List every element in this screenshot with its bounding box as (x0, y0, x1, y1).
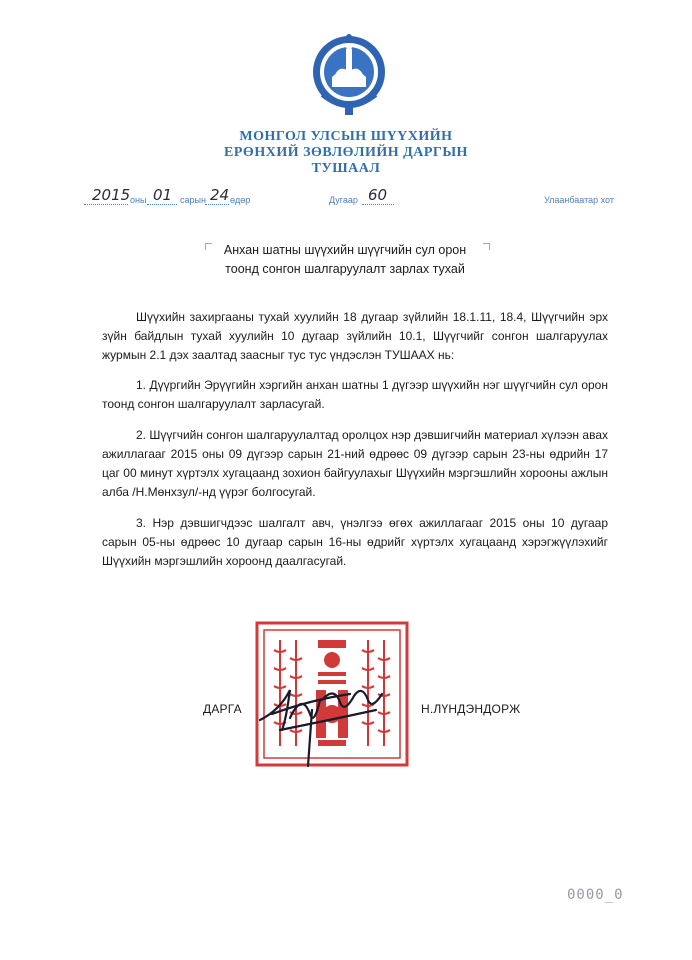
city-label: Улаанбаатар хот (544, 195, 614, 205)
header-line-1: МОНГОЛ УЛСЫН ШҮҮХИЙН (239, 129, 453, 144)
header-line-2: ЕРӨНХИЙ ЗӨВЛӨЛИЙН ДАРГЫН (224, 145, 468, 160)
signatory-title: ДАРГА (203, 702, 242, 716)
order-item-2 (102, 426, 608, 502)
date-day: 24 (210, 186, 230, 204)
date-month: 01 (153, 186, 173, 204)
preamble-paragraph (102, 308, 608, 365)
number-underline (362, 203, 394, 205)
state-emblem-icon (310, 33, 388, 119)
subject-line-1: Анхан шатны шүүхийн шүүгчийн сул орон (223, 243, 467, 257)
year-label: оны (130, 195, 147, 205)
order-item-1-text: 1. Дүүргийн Эрүүгийн хэргийн анхан шатны 1 дүгээр шүүхийн нэг шүүгчийн сул орон тоонд сонгон шалгаруулалт зарласугай. (102, 378, 608, 411)
header-line-3: ТУШААЛ (311, 161, 381, 176)
day-underline (205, 203, 229, 205)
order-item-3 (102, 514, 608, 571)
preamble-text: Шүүхийн захиргааны тухай хуулийн 18 дугаар зүйлийн 18.1.11, 18.4, Шүүгчийн эрх зүйн байдлын тухай хуулийн 10 дугаар зүйлийн 10.1, Шүүгчийг сонгон шалгаруулах журмын 2.1 дэх заалтад заасныг тус тус үндэслэн ТУШААХ нь: (102, 310, 608, 362)
order-item-2-text: 2. Шүүгчийн сонгон шалгаруулалтад оролцох нэр дэвшигчийн материал хүлээн авах ажиллагааг 2015 оны 09 дүгээр сарын 21-ний өдрөөс 09 дүгээр сарын 23-ны өдрийн 17 цаг 00 минут хүртэлх хугацаанд зохион байгуулахыг Шүүхийн мэргэшлийн хорооны ажлын алба /Н.Мөнхзул/-нд үүрэг болгосугай. (102, 428, 608, 499)
signatory-name: Н.ЛҮНДЭНДОРЖ (421, 702, 521, 716)
date-number-row (0, 186, 692, 210)
handwritten-signature (250, 670, 390, 780)
year-underline (84, 203, 128, 205)
order-item-1 (102, 376, 608, 414)
subject-line-2: тоонд сонгон шалгаруулалт зарлах тухай (225, 262, 465, 276)
month-underline (147, 203, 177, 205)
order-item-3-text: 3. Нэр дэвшигчдээс шалгалт авч, үнэлгээ өгөх ажиллагааг 2015 оны 10 дугаар сарын 05-ны өдрөөс 10 дугаар сарын 16-ны өдрийг хүртэлх хугацаанд хэрэгжүүлэхийг Шүүхийн мэргэшлийн хороонд даалгасугай. (102, 516, 608, 568)
document-number: 60 (368, 186, 388, 204)
month-label: сарын (180, 195, 206, 205)
date-year: 2015 (92, 186, 131, 204)
day-label: өдөр (230, 195, 251, 205)
document-serial-number: 0000_0 (567, 887, 624, 903)
number-label: Дугаар (329, 195, 358, 205)
